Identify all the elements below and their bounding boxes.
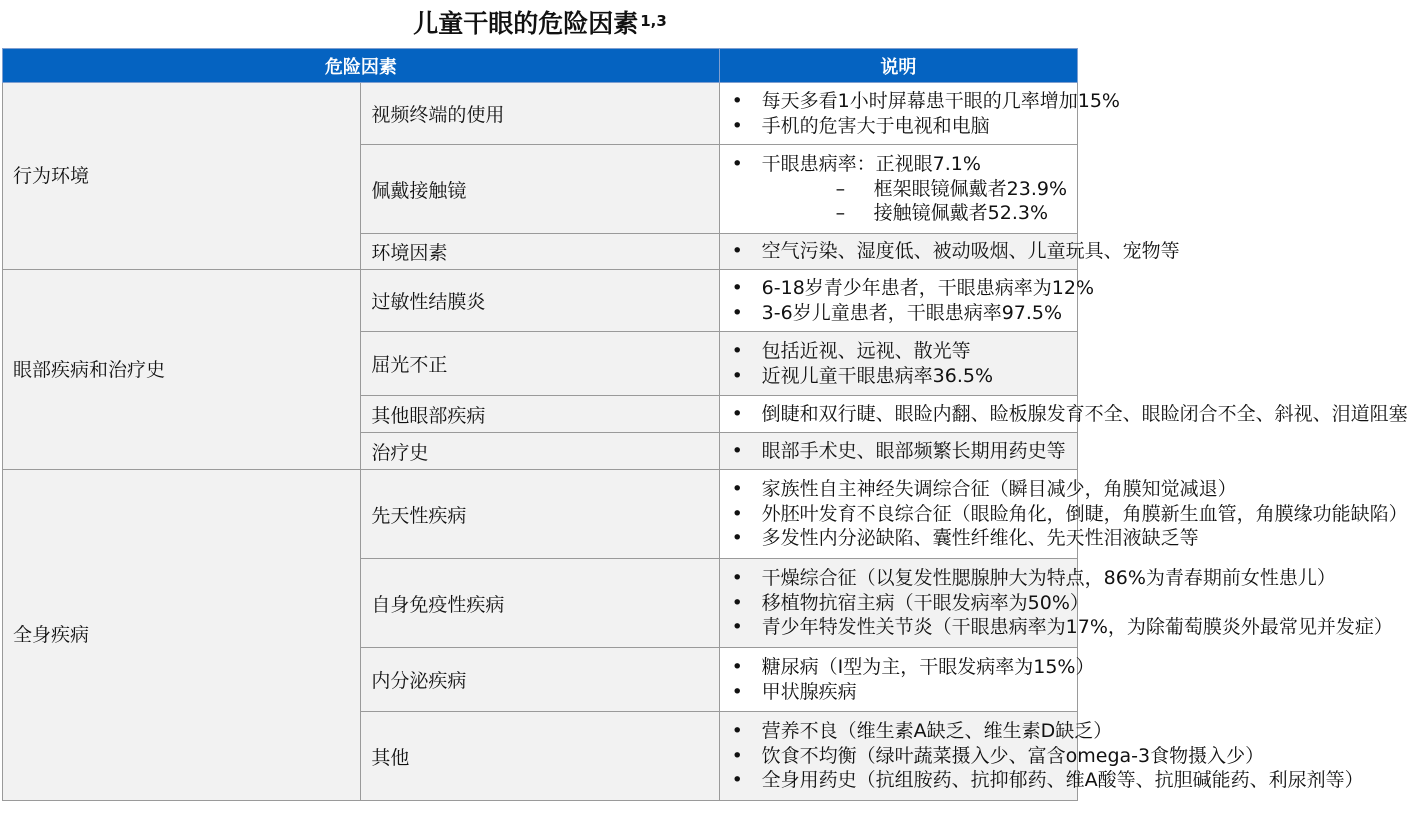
list-item: • 包括近视、远视、散光等 xyxy=(720,339,1077,364)
factor-cell: 其他 xyxy=(361,712,719,801)
factor-cell: 自身免疫性疾病 xyxy=(361,559,719,648)
factor-cell: 屈光不正 xyxy=(361,332,719,396)
description-cell xyxy=(719,433,1077,470)
list-item: • 每天多看1小时屏幕患干眼的几率增加15% xyxy=(720,89,1077,114)
list-item: • 营养不良（维生素A缺乏、维生素D缺乏） xyxy=(720,719,1077,744)
description-cell xyxy=(719,648,1095,712)
factor-cell: 先天性疾病 xyxy=(361,470,719,559)
page-title: 儿童干眼的危险因素 $^{1,3}$ xyxy=(413,9,667,38)
list-item: • 糖尿病（I型为主，干眼发病率为15%） xyxy=(720,655,1077,680)
table-header-row xyxy=(3,49,1078,83)
title-citation: 1,3 xyxy=(640,12,667,30)
list-item: • 倒睫和双行睫、眼睑内翻、睑板腺发育不全、眼睑闭合不全、斜视、泪道阻塞 xyxy=(720,402,1077,427)
factor-cell: 佩戴接触镜 xyxy=(361,145,719,234)
sub-list-item: – 框架眼镜佩戴者23.9% xyxy=(720,177,1077,202)
description-cell xyxy=(719,712,1364,801)
list-item: • 干燥综合征（以复发性腮腺肿大为特点，86%为青春期前女性患儿） xyxy=(720,566,1077,591)
header-risk-factor: 危险因素 xyxy=(3,49,720,83)
category-cell: 行为环境 xyxy=(3,83,361,270)
sub-list-item: – 接触镜佩戴者52.3% xyxy=(720,201,1077,226)
description-cell xyxy=(719,83,1120,145)
factor-cell: 环境因素 xyxy=(361,234,719,270)
description-cell xyxy=(719,396,1408,433)
list-item: • 干眼患病率：正视眼7.1% xyxy=(720,152,1077,177)
factor-cell: 其他眼部疾病 xyxy=(361,396,719,433)
list-item: • 甲状腺疾病 xyxy=(720,680,1077,705)
factor-cell: 过敏性结膜炎 xyxy=(361,270,719,332)
list-item: • 近视儿童干眼患病率36.5% xyxy=(720,364,1077,389)
description-cell xyxy=(719,332,1077,396)
category-cell: 全身疾病 xyxy=(3,470,361,801)
list-item: • 空气污染、湿度低、被动吸烟、儿童玩具、宠物等 xyxy=(720,239,1077,264)
table-row xyxy=(3,270,1078,332)
list-item: • 移植物抗宿主病（干眼发病率为50%） xyxy=(720,591,1077,616)
list-item: • 多发性内分泌缺陷、囊性纤维化、先天性泪液缺乏等 xyxy=(720,526,1077,551)
factor-cell: 内分泌疾病 xyxy=(361,648,719,712)
list-item: • 家族性自主神经失调综合征（瞬目减少，角膜知觉减退） xyxy=(720,477,1077,502)
category-cell: 眼部疾病和治疗史 xyxy=(3,270,361,470)
list-item: • 全身用药史（抗组胺药、抗抑郁药、维A酸等、抗胆碱能药、利尿剂等） xyxy=(720,768,1077,793)
table-row xyxy=(3,470,1078,559)
table-row xyxy=(3,83,1078,145)
factor-cell: 治疗史 xyxy=(361,433,719,470)
list-item: • 外胚叶发育不良综合征（眼睑角化，倒睫，角膜新生血管，角膜缘功能缺陷） xyxy=(720,502,1077,527)
list-item: • 眼部手术史、眼部频繁长期用药史等 xyxy=(720,439,1077,464)
description-cell xyxy=(719,559,1393,648)
description-cell xyxy=(719,270,1095,332)
header-description: 说明 xyxy=(719,49,1077,83)
list-item: • 6-18岁青少年患者，干眼患病率为12% xyxy=(720,276,1077,301)
description-cell xyxy=(719,145,1077,234)
list-item: • 手机的危害大于电视和电脑 xyxy=(720,114,1077,139)
list-item: • 青少年特发性关节炎（干眼患病率为17%，为除葡萄膜炎外最常见并发症） xyxy=(720,615,1077,640)
factor-cell: 视频终端的使用 xyxy=(361,83,719,145)
description-cell xyxy=(719,234,1180,270)
description-cell xyxy=(719,470,1408,559)
list-item: • 3-6岁儿童患者，干眼患病率97.5% xyxy=(720,301,1077,326)
list-item: • 饮食不均衡（绿叶蔬菜摄入少、富含omega-3食物摄入少） xyxy=(720,744,1077,769)
risk-factor-table xyxy=(2,48,1408,801)
